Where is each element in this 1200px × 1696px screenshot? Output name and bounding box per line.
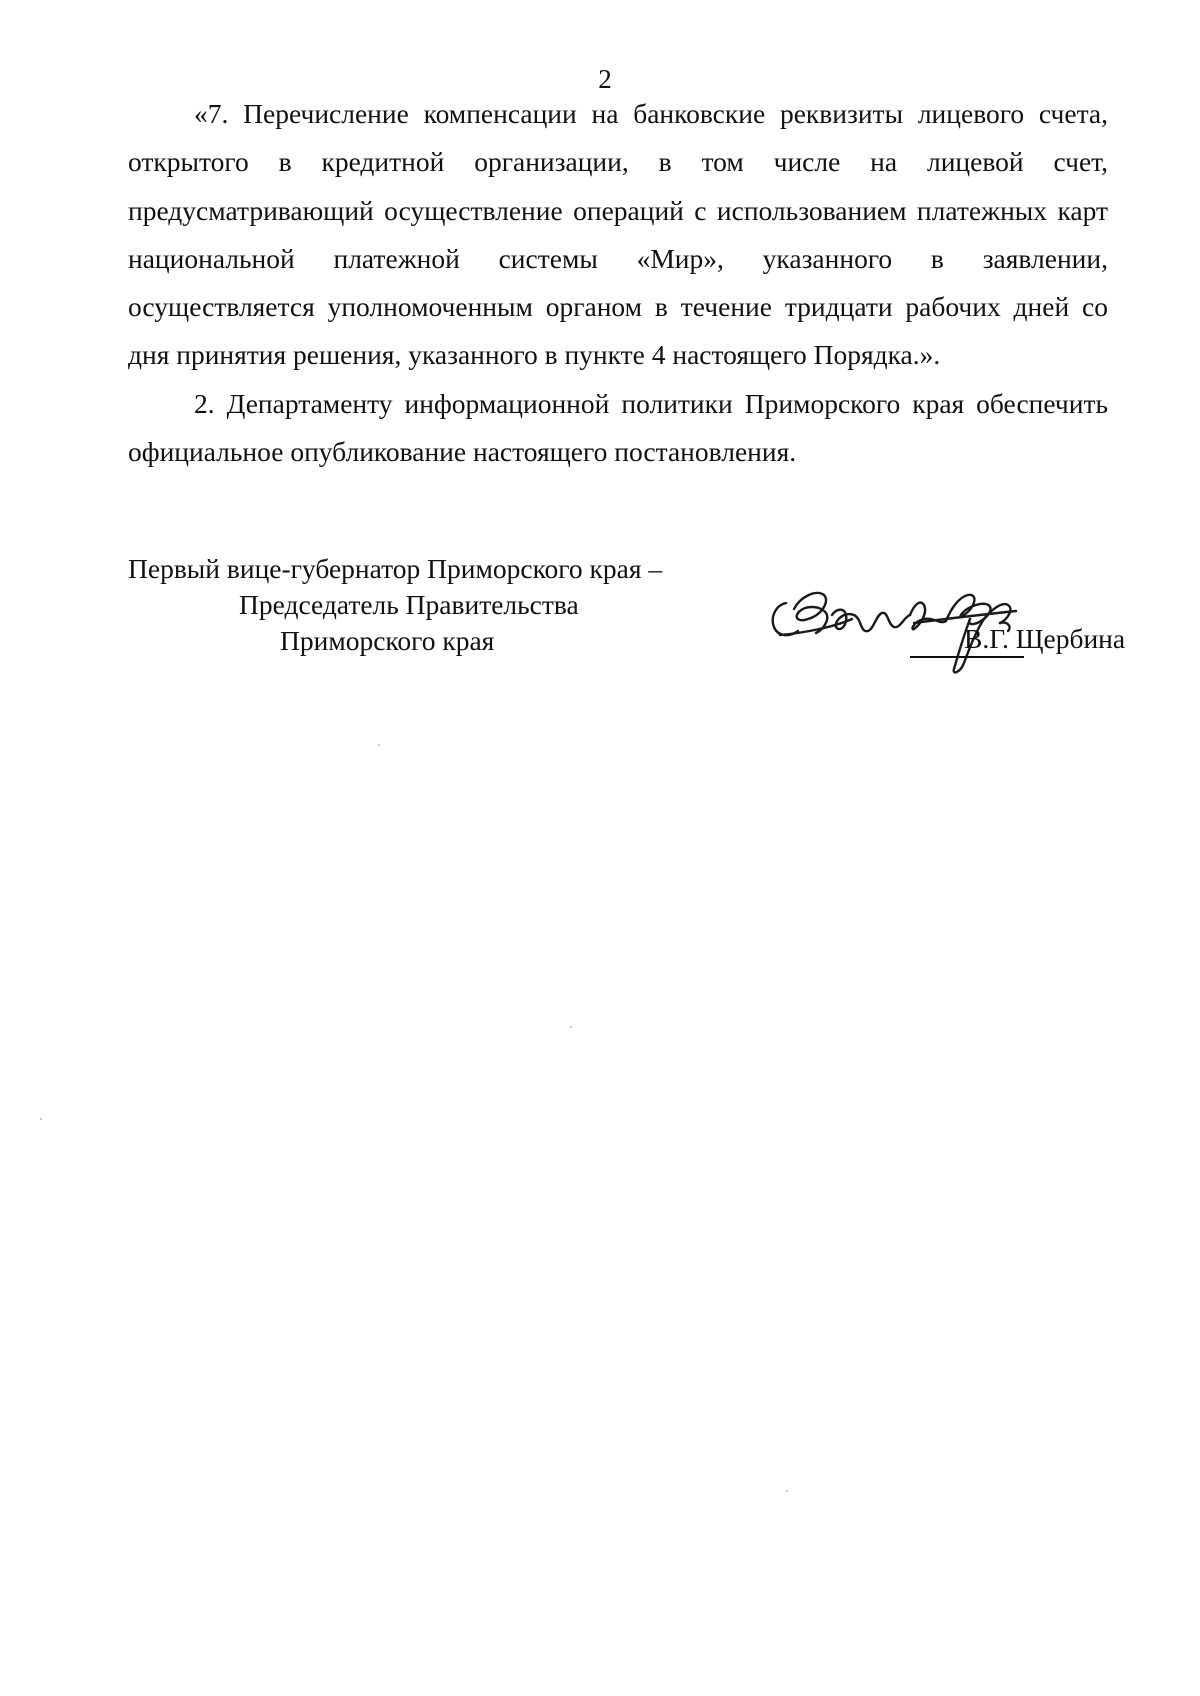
paragraph-item-7: «7. Перечисление компенсации на банковские реквизиты лицевого счета, открытого в кредитной организации, в том числе на лицевой счет, предусматривающий осуществление операций с использованием платежных карт национальной платежной системы «Мир», указанного в заявлении, осуществляется уполномоченным органом в течение тридцати рабочих дней со дня принятия решения, указанного в пункте 4 настоящего Порядка.». xyxy=(128,98,1108,371)
page-number: 2 xyxy=(598,64,612,94)
body-text xyxy=(128,90,1108,476)
signer-name: В.Г. Щербина xyxy=(964,623,1126,654)
signature-underline xyxy=(910,656,1024,658)
signature-block xyxy=(128,553,1126,673)
scan-speck xyxy=(786,1490,788,1492)
signatory-position-line-2: Председатель Правительства xyxy=(239,589,579,620)
scan-speck xyxy=(570,1026,572,1028)
paragraph-item-2: 2. Департаменту информационной политики Приморского края обеспечить официальное опубликование настоящего постановления. xyxy=(128,387,1108,468)
signatory-position-line-1: Первый вице-губернатор Приморского края – xyxy=(128,553,663,584)
scan-speck xyxy=(40,1118,42,1120)
signatory-position-line-3: Приморского края xyxy=(280,625,495,656)
scan-speck xyxy=(378,744,380,746)
